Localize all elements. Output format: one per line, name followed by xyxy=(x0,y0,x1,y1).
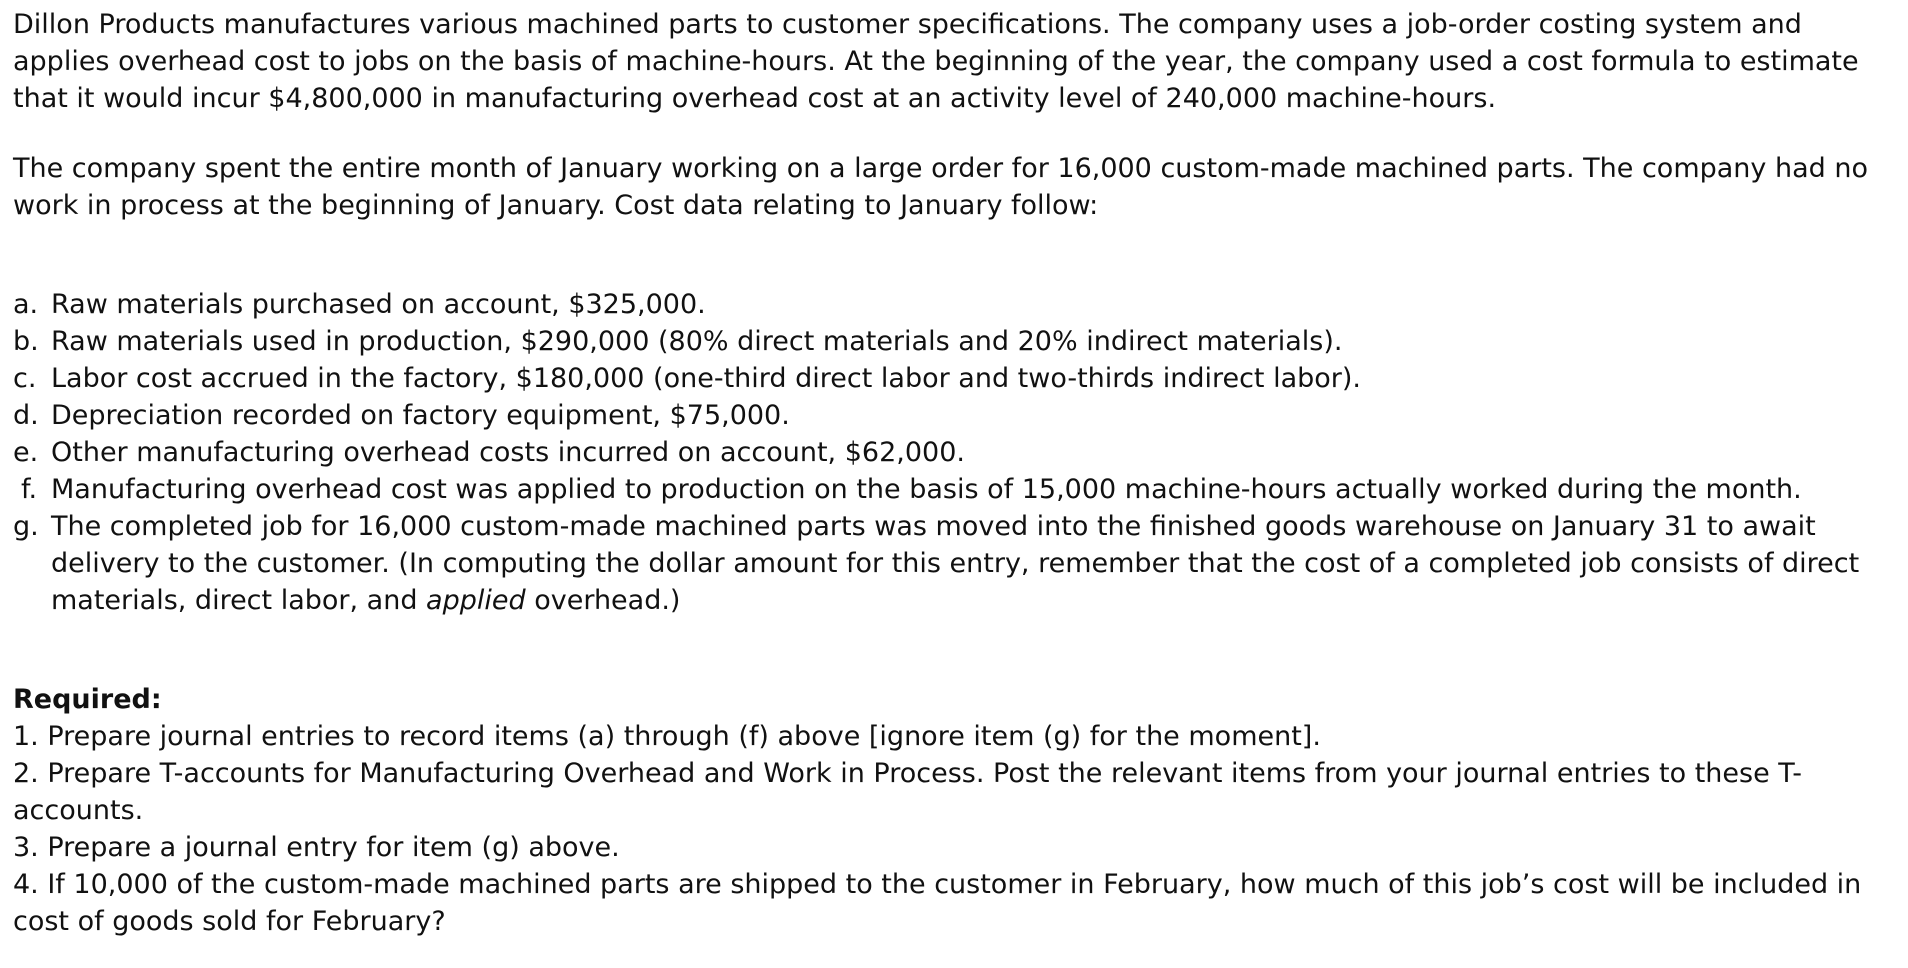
item-letter: g. xyxy=(13,511,39,542)
cost-item-g xyxy=(13,508,1898,619)
item-text: Labor cost accrued in the factory, $180,000 (one-third direct labor and two-thirds indirect labor). xyxy=(51,363,1362,394)
cost-item-a xyxy=(13,286,1898,323)
cost-item-b xyxy=(13,323,1898,360)
item-letter: a. xyxy=(13,289,39,320)
cost-item-f xyxy=(13,471,1898,508)
cost-data-list xyxy=(13,286,1898,619)
item-letter: f. xyxy=(21,474,38,505)
item-text-before: The completed job for 16,000 custom-made machined parts was moved into the finished goods warehouse on January 31 to await delivery to the customer. (In computing the dollar amount for this entry, remember that the cost of a completed job consists of direct materials, direct labor, and xyxy=(51,511,1860,616)
item-letter: d. xyxy=(13,400,39,431)
item-letter: b. xyxy=(13,326,39,357)
required-item-1: 1. Prepare journal entries to record items (a) through (f) above [ignore item (g) for the moment]. xyxy=(13,721,1321,752)
item-letter: e. xyxy=(13,437,39,468)
required-section xyxy=(13,681,1898,940)
item-text-after: overhead.) xyxy=(525,585,681,616)
item-text: Raw materials purchased on account, $325,000. xyxy=(51,289,706,320)
item-text: Raw materials used in production, $290,000 (80% direct materials and 20% indirect materials). xyxy=(51,326,1343,357)
item-text xyxy=(51,508,1898,619)
required-item-3: 3. Prepare a journal entry for item (g) above. xyxy=(13,832,620,863)
cost-item-d xyxy=(13,397,1898,434)
required-heading: Required: xyxy=(13,684,162,715)
item-letter: c. xyxy=(13,363,37,394)
intro-paragraph-1: Dillon Products manufactures various machined parts to customer specifications. The company uses a job-order costing system and applies overhead cost to jobs on the basis of machine-hours. At the beginning of the year, the company used a cost formula to estimate that it would incur $4,800,000 in manufacturing overhead cost at an activity level of 240,000 machine-hours. xyxy=(13,9,1859,114)
item-text-emphasis: applied xyxy=(426,585,526,616)
required-item-2: 2. Prepare T-accounts for Manufacturing Overhead and Work in Process. Post the relevant items from your journal entries to these T-accounts. xyxy=(13,758,1803,826)
required-list xyxy=(13,718,1898,940)
required-item-4: 4. If 10,000 of the custom-made machined parts are shipped to the customer in February, how much of this job’s cost will be included in cost of goods sold for February? xyxy=(13,869,1862,937)
item-text: Depreciation recorded on factory equipment, $75,000. xyxy=(51,400,790,431)
item-text: Manufacturing overhead cost was applied to production on the basis of 15,000 machine-hours actually worked during the month. xyxy=(51,474,1802,505)
intro-paragraph-2: The company spent the entire month of January working on a large order for 16,000 custom-made machined parts. The company had no work in process at the beginning of January. Cost data relating to January follow: xyxy=(13,153,1868,221)
cost-item-e xyxy=(13,434,1898,471)
item-text: Other manufacturing overhead costs incurred on account, $62,000. xyxy=(51,437,965,468)
problem-statement xyxy=(13,6,1898,940)
cost-item-c xyxy=(13,360,1898,397)
